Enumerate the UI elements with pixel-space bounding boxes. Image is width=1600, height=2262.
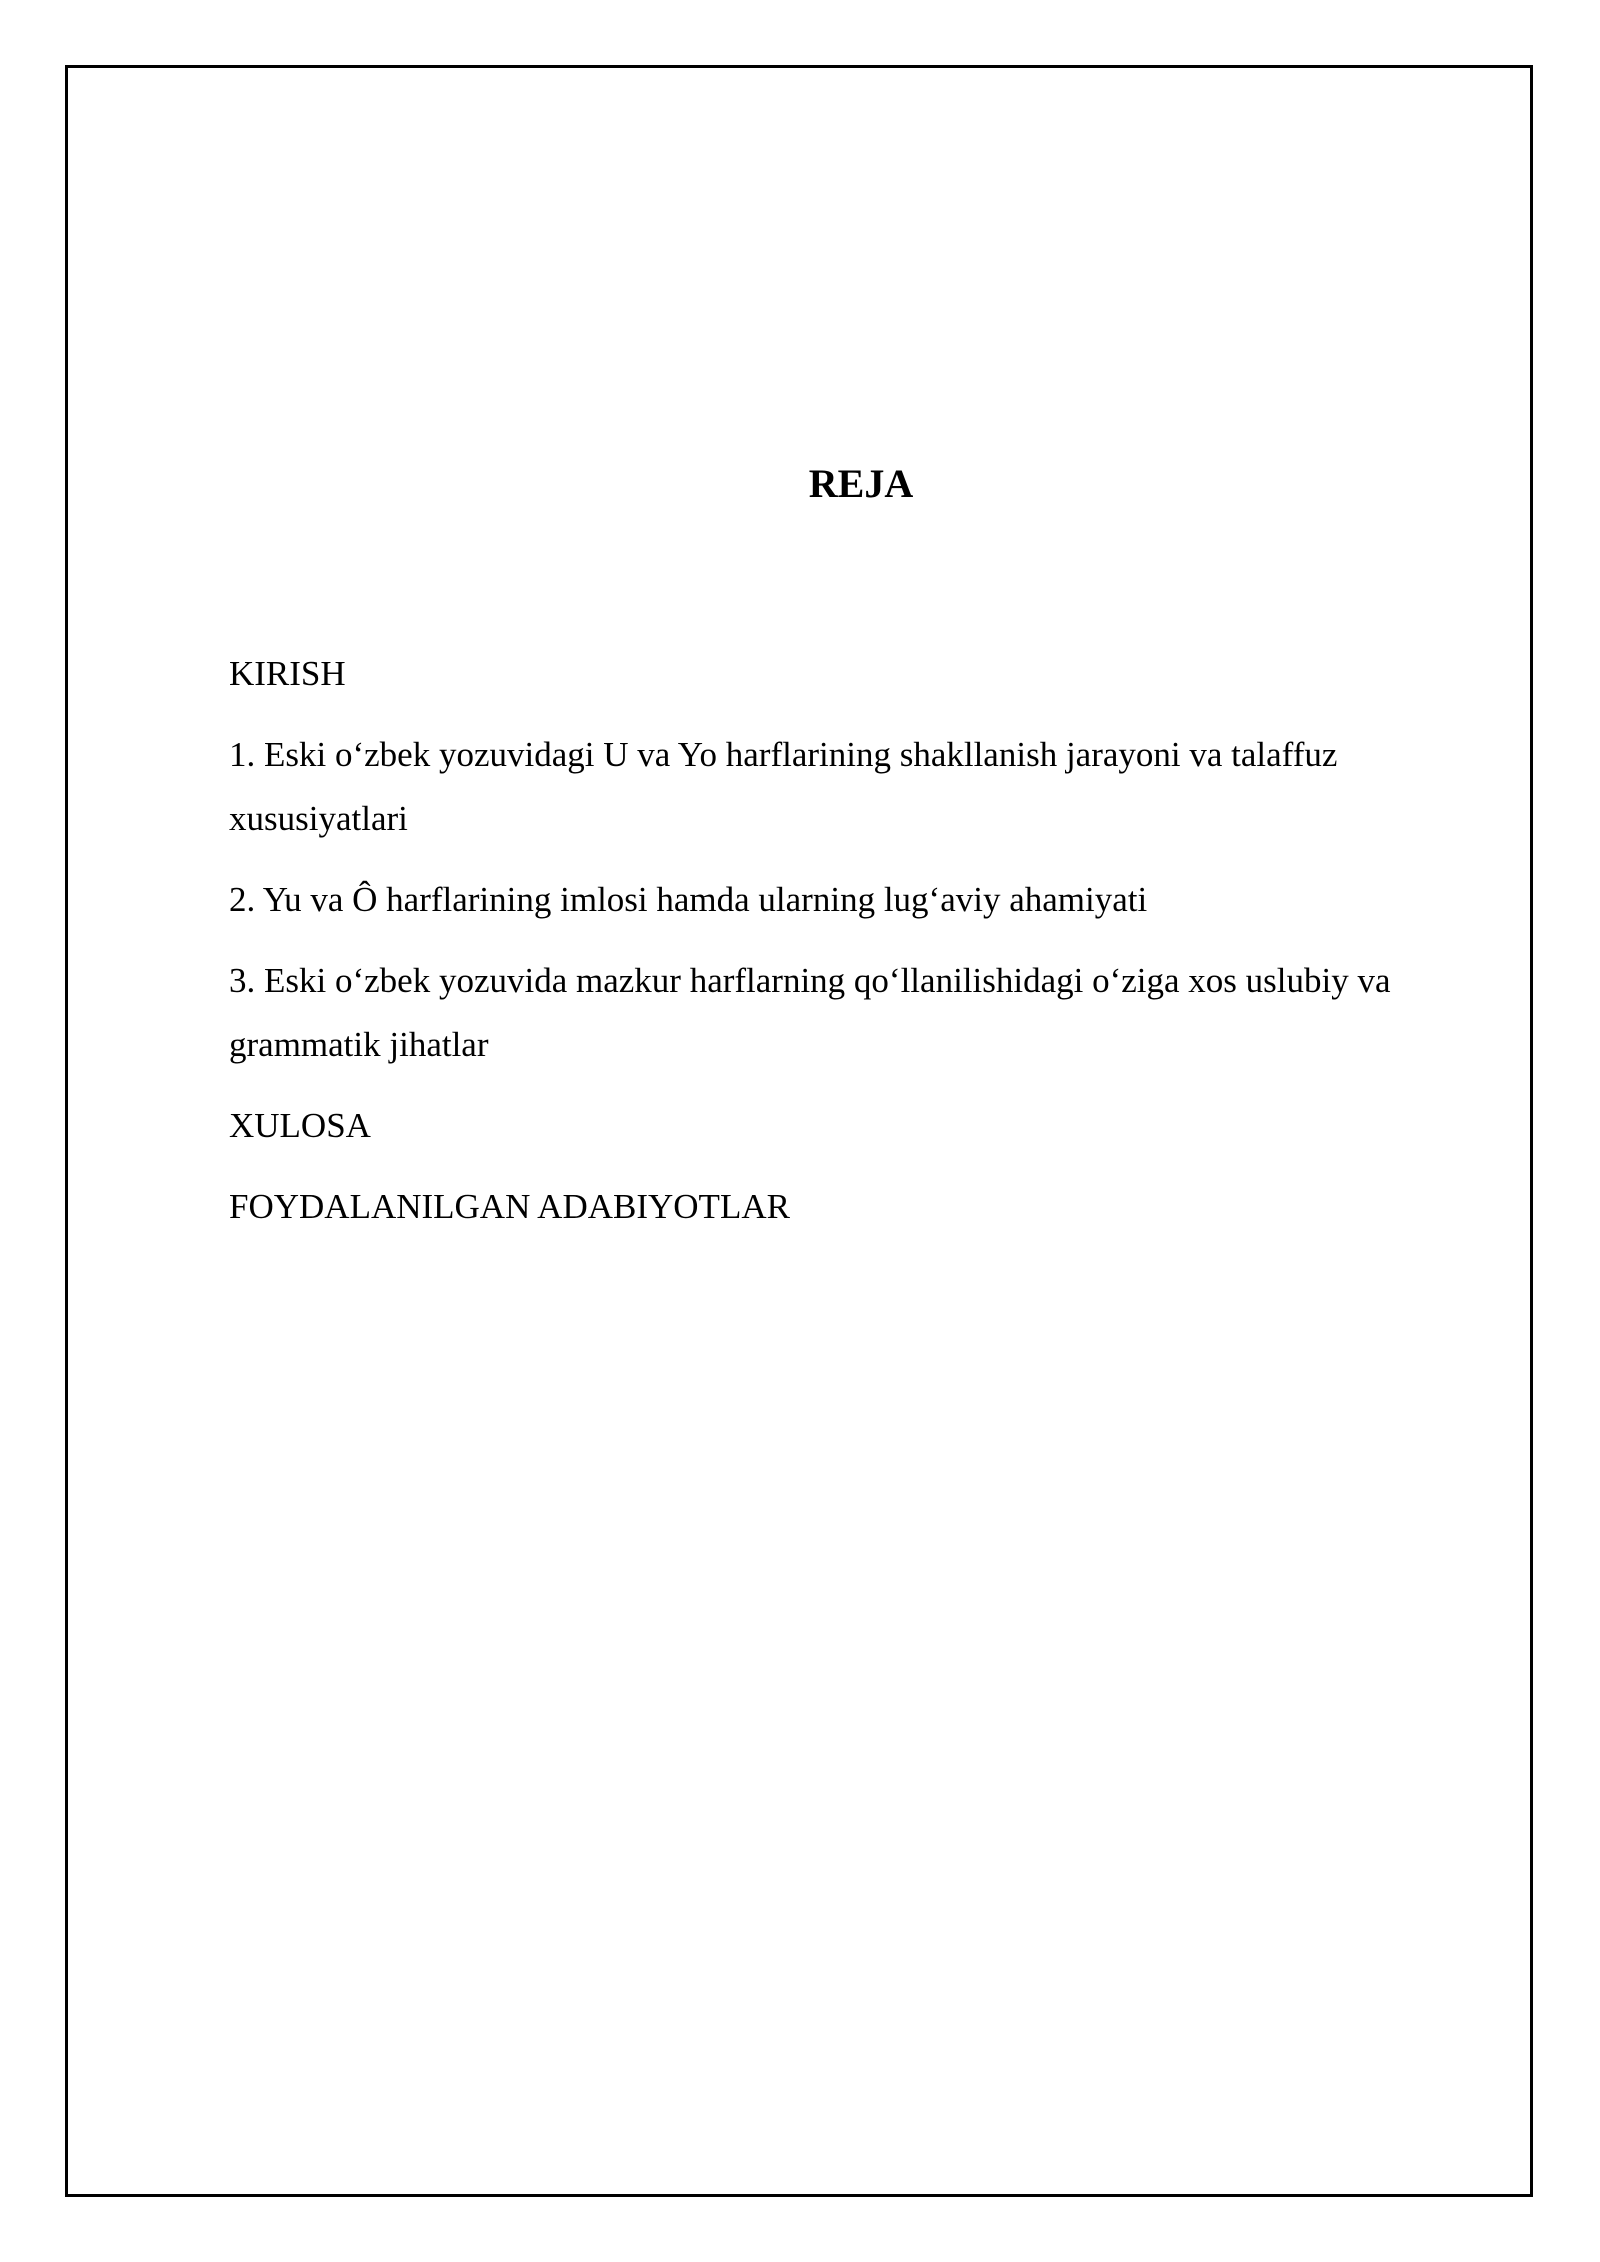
plan-item-references: FOYDALANILGAN ADABIYOTLAR bbox=[229, 1187, 790, 1226]
plan-item-introduction: KIRISH bbox=[229, 654, 346, 693]
plan-item-1: 1. Eski o‘zbek yozuvidagi U va Yo harflarining shakllanish jarayoni va talaffuz xususiyatlari bbox=[229, 735, 1338, 838]
plan-list bbox=[229, 642, 1489, 1256]
plan-item-2: 2. Yu va Ô harflarining imlosi hamda ularning lug‘aviy ahamiyati bbox=[229, 880, 1148, 919]
page-title: REJA bbox=[808, 461, 914, 506]
plan-item-3: 3. Eski o‘zbek yozuvida mazkur harflarning qo‘llanilishidagi o‘ziga xos uslubiy va grammatik jihatlar bbox=[229, 961, 1391, 1064]
plan-item-conclusion: XULOSA bbox=[229, 1106, 371, 1145]
